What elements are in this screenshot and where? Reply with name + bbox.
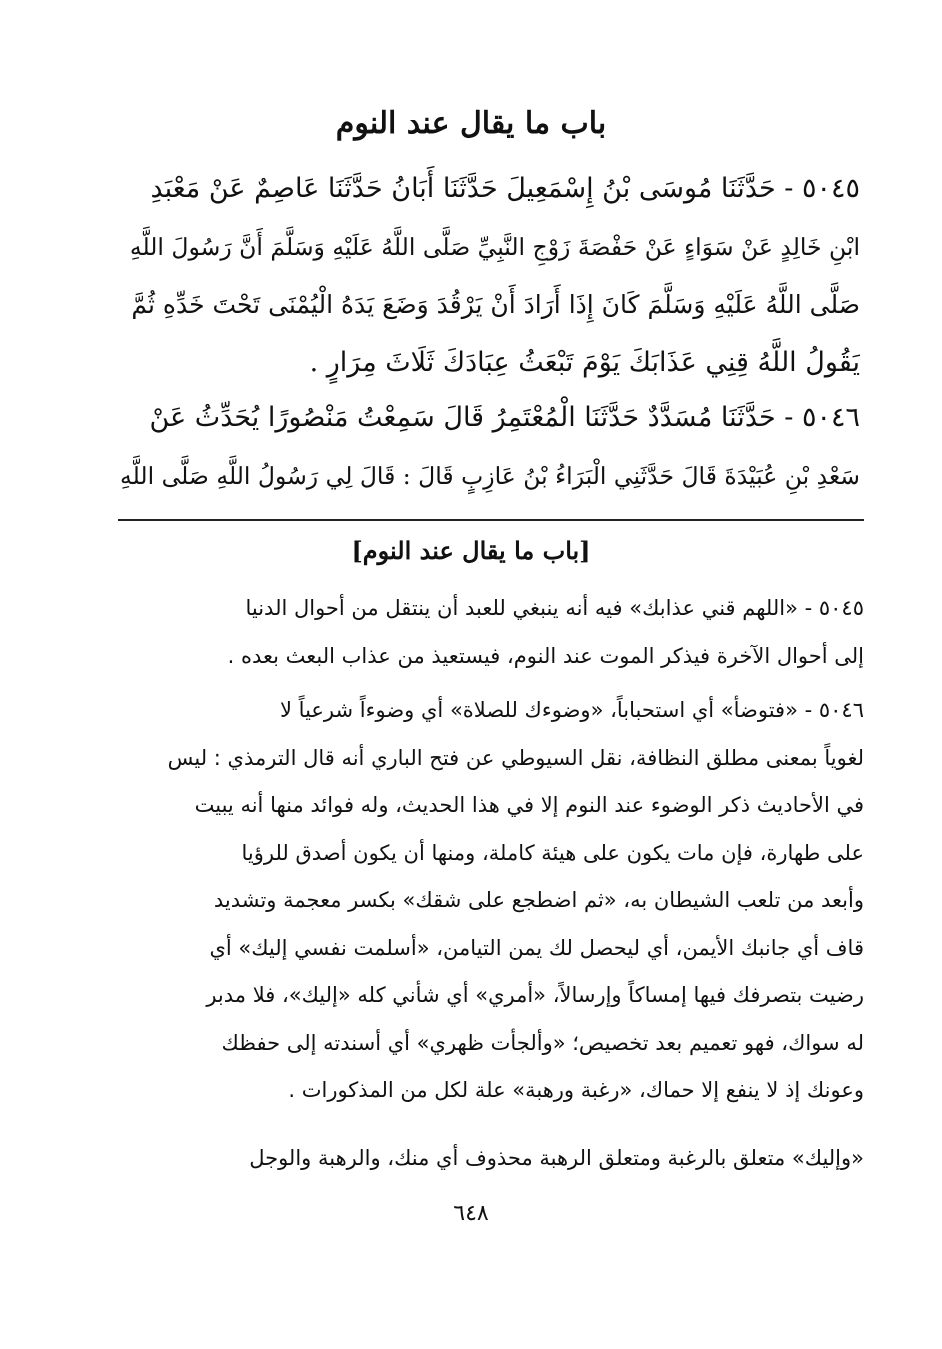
text-line: صَلَّى اللَّهُ عَلَيْهِ وَسَلَّمَ كَانَ إِذَا أَرَادَ أَنْ يَرْقُدَ وَضَعَ يَدَهُ الْيُمْنَى تَحْتَ خَدِّهِ ثُمَّ — [131, 290, 860, 319]
commentary-title: [باب ما يقال عند النوم] — [351, 536, 591, 565]
commentary-5045 — [118, 585, 864, 680]
text-line: ٥٠٤٥ - «اللهم قني عذابك» فيه أنه ينبغي للعبد أن ينتقل من أحوال الدنيا — [245, 596, 864, 620]
text-line: وعونك إذ لا ينفع إلا حماك، «رغبة ورهبة» علة لكل من المذكورات . — [288, 1078, 864, 1102]
chapter-title: باب ما يقال عند النوم — [335, 106, 607, 141]
text-line: في الأحاديث ذكر الوضوء عند النوم إلا في هذا الحديث، وله فوائد منها أنه يبيت — [194, 793, 864, 817]
text-line: ابْنِ خَالِدٍ عَنْ سَوَاءٍ عَنْ حَفْصَةَ زَوْجِ النَّبِيِّ صَلَّى اللَّهُ عَلَيْهِ وَسَلَّمَ أَنَّ رَسُولَ اللَّهِ — [129, 233, 860, 261]
text-line: ٥٠٤٦ - «فتوضأ» أي استحباباً، «وضوءك للصلاة» أي وضوءاً شرعياً لا — [280, 698, 864, 722]
commentary-5046 — [118, 687, 864, 1115]
text-line: سَعْدِ بْنِ عُبَيْدَةَ قَالَ حَدَّثَنِي الْبَرَاءُ بْنُ عَازِبٍ قَالَ : قَالَ لِي رَسُولُ اللَّهِ صَلَّى اللَّهِ — [120, 462, 860, 490]
text-line: على طهارة، فإن مات يكون على هيئة كاملة، ومنها أن يكون أصدق للرؤيا — [241, 840, 864, 865]
text-line: ٥٠٤٥ - حَدَّثَنَا مُوسَى بْنُ إِسْمَعِيلَ حَدَّثَنَا أَبَانُ حَدَّثَنَا عَاصِمٌ عَنْ مَعْبَدِ — [150, 173, 860, 204]
section-divider — [118, 519, 864, 521]
text-line: رضيت بتصرفك فيها إمساكاً وإرسالاً، «أمري» أي شأني كله «إليك»، فلا مدبر — [206, 983, 864, 1007]
text-line: «وإليك» متعلق بالرغبة ومتعلق الرهبة محذوف أي منك، والرهبة والوجل — [249, 1146, 864, 1170]
text-line: وأبعد من تلعب الشيطان به، «ثم اضطجع على شقك» بكسر معجمة وتشديد — [213, 888, 864, 912]
commentary-continuation — [118, 1135, 864, 1183]
text-line: يَقُولُ اللَّهُ قِنِي عَذَابَكَ يَوْمَ تَبْعَثُ عِبَادَكَ ثَلَاثَ مِرَارٍ . — [309, 347, 860, 378]
text-line: قاف أي جانبك الأيمن، أي ليحصل لك يمن التيامن، «أسلمت نفسي إليك» أي — [209, 935, 864, 960]
text-line: له سواك، فهو تعميم بعد تخصيص؛ «وألجأت ظهري» أي أسندته إلى حفظك — [221, 1030, 864, 1055]
hadith-5046-text — [118, 389, 860, 505]
page-number: ٦٤٨ — [453, 1201, 489, 1226]
text-line: ٥٠٤٦ - حَدَّثَنَا مُسَدَّدٌ حَدَّثَنَا الْمُعْتَمِرُ قَالَ سَمِعْتُ مَنْصُورًا يُحَدِّثُ عَنْ — [149, 402, 860, 433]
text-line: لغوياً بمعنى مطلق النظافة، نقل السيوطي عن فتح الباري أنه قال الترمذي : ليس — [167, 745, 864, 770]
text-line: إلى أحوال الآخرة فيذكر الموت عند النوم، فيستعيذ من عذاب البعث بعده . — [227, 643, 864, 668]
hadith-5045-text — [118, 160, 860, 392]
